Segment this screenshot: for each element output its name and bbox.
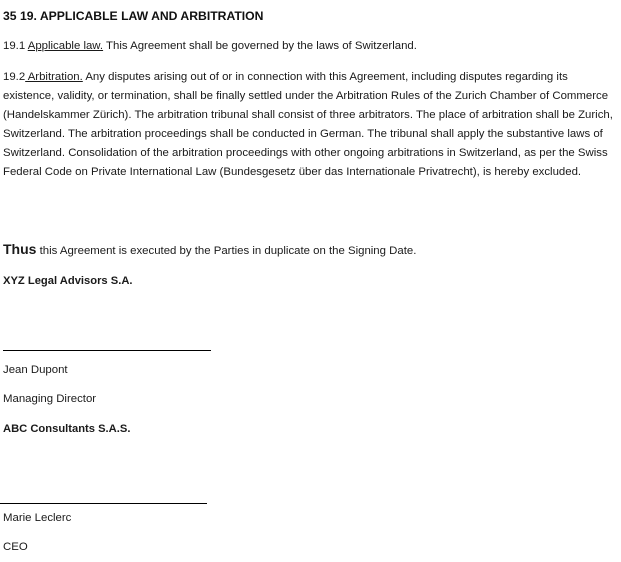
- clause-19-2-title: Arbitration.: [25, 71, 83, 83]
- execution-lead-word: Thus: [3, 241, 37, 257]
- signature-line-xyz: [3, 350, 211, 351]
- clause-19-1-text: This Agreement shall be governed by the laws of Switzerland.: [103, 40, 417, 52]
- clause-19-2-number: 19.2: [3, 71, 26, 83]
- clause-19-1-number: 19.1: [3, 40, 28, 52]
- execution-statement: [3, 241, 416, 257]
- signatory-title-xyz: Managing Director: [3, 393, 97, 405]
- party-name-abc: ABC Consultants S.A.S.: [3, 423, 131, 435]
- clause-19-2-text: Any disputes arising out of or in connection with this Agreement, including disputes regarding its existence, validity, or termination, shall be finally settled under the Arbitration Rules of the Zurich Chamber of Commerce (Handelskammer Zürich). The arbitration tribunal shall consist of three arbitrators. The place of arbitration shall be Zurich, Switzerland. The arbitration proceedings shall be conducted in German. The tribunal shall apply the substantive laws of Switzerland. Consolidation of the arbitration proceedings with other ongoing arbitrations in Switzerland, as per the Swiss Federal Code on Private International Law (Bundesgesetz über das Internationale Privatrecht), is hereby excluded.: [3, 71, 613, 178]
- signatory-name-xyz: Jean Dupont: [3, 364, 68, 376]
- signatory-title-abc: CEO: [3, 541, 28, 553]
- signature-line-abc: [0, 503, 207, 504]
- clause-19-2: [3, 68, 621, 181]
- section-heading: 35 19. APPLICABLE LAW AND ARBITRATION: [3, 9, 264, 23]
- signatory-name-abc: Marie Leclerc: [3, 512, 72, 524]
- execution-text: this Agreement is executed by the Parties in duplicate on the Signing Date.: [36, 245, 417, 257]
- clause-19-1-title: Applicable law.: [27, 40, 104, 52]
- clause-19-1: [3, 37, 621, 56]
- party-name-xyz: XYZ Legal Advisors S.A.: [3, 275, 133, 287]
